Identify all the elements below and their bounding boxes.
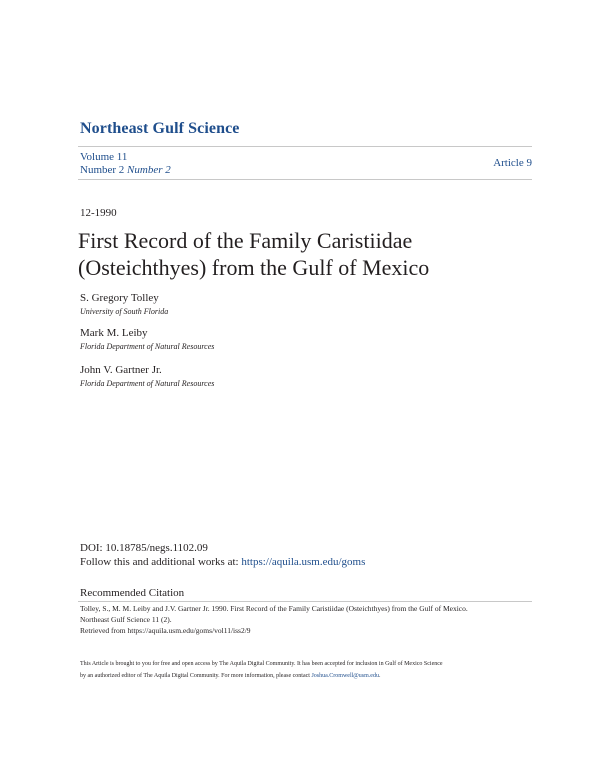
author-affiliation: University of South Florida — [80, 307, 169, 316]
footer-text: by an authorized editor of The Aquila Digital Community. For more information, please contact — [80, 673, 312, 679]
number-label: Number 2 — [80, 164, 125, 176]
author-affiliation: Florida Department of Natural Resources — [80, 379, 215, 388]
number-label-italic: Number 2 — [127, 164, 171, 176]
header-top-rule — [78, 146, 532, 147]
follow-line — [80, 556, 365, 568]
article-title — [78, 227, 538, 281]
citation-line-2: Northeast Gulf Science 11 (2). — [80, 615, 172, 624]
publication-date: 12-1990 — [80, 207, 117, 219]
author-name[interactable]: S. Gregory Tolley — [80, 292, 159, 304]
contact-email-link[interactable]: Joshua.Cromwell@usm.edu — [311, 673, 379, 679]
footer-end: . — [378, 673, 381, 679]
citation-line-1: Tolley, S., M. M. Leiby and J.V. Gartner Jr. 1990. First Record of the Family Caristiidae (Osteichthyes) from the Gulf of Mexico. — [80, 604, 468, 613]
doi: DOI: 10.18785/negs.1102.09 — [80, 542, 208, 554]
article-title-line-1: First Record of the Family Caristiidae — [78, 228, 413, 253]
citation-rule — [78, 601, 532, 602]
number-link[interactable] — [80, 164, 171, 176]
volume-link[interactable]: Volume 11 — [80, 151, 128, 163]
footer-line-2 — [80, 673, 380, 679]
article-title-line-2: (Osteichthyes) from the Gulf of Mexico — [78, 255, 430, 280]
footer-line-1: This Article is brought to you for free and open access by The Aquila Digital Community. It has been accepted for inclusion in Gulf of Mexico Science — [80, 661, 443, 667]
recommended-citation-heading: Recommended Citation — [80, 587, 185, 599]
header-bottom-rule — [78, 179, 532, 180]
article-link[interactable]: Article 9 — [493, 157, 532, 169]
author-name[interactable]: John V. Gartner Jr. — [80, 364, 162, 376]
author-name[interactable]: Mark M. Leiby — [80, 327, 148, 339]
citation-line-3: Retrieved from https://aquila.usm.edu/goms/vol11/iss2/9 — [80, 626, 251, 635]
collection-link[interactable]: https://aquila.usm.edu/goms — [241, 556, 366, 568]
author-affiliation: Florida Department of Natural Resources — [80, 342, 215, 351]
follow-text: Follow this and additional works at: — [80, 556, 242, 568]
journal-title[interactable]: Northeast Gulf Science — [80, 120, 240, 137]
